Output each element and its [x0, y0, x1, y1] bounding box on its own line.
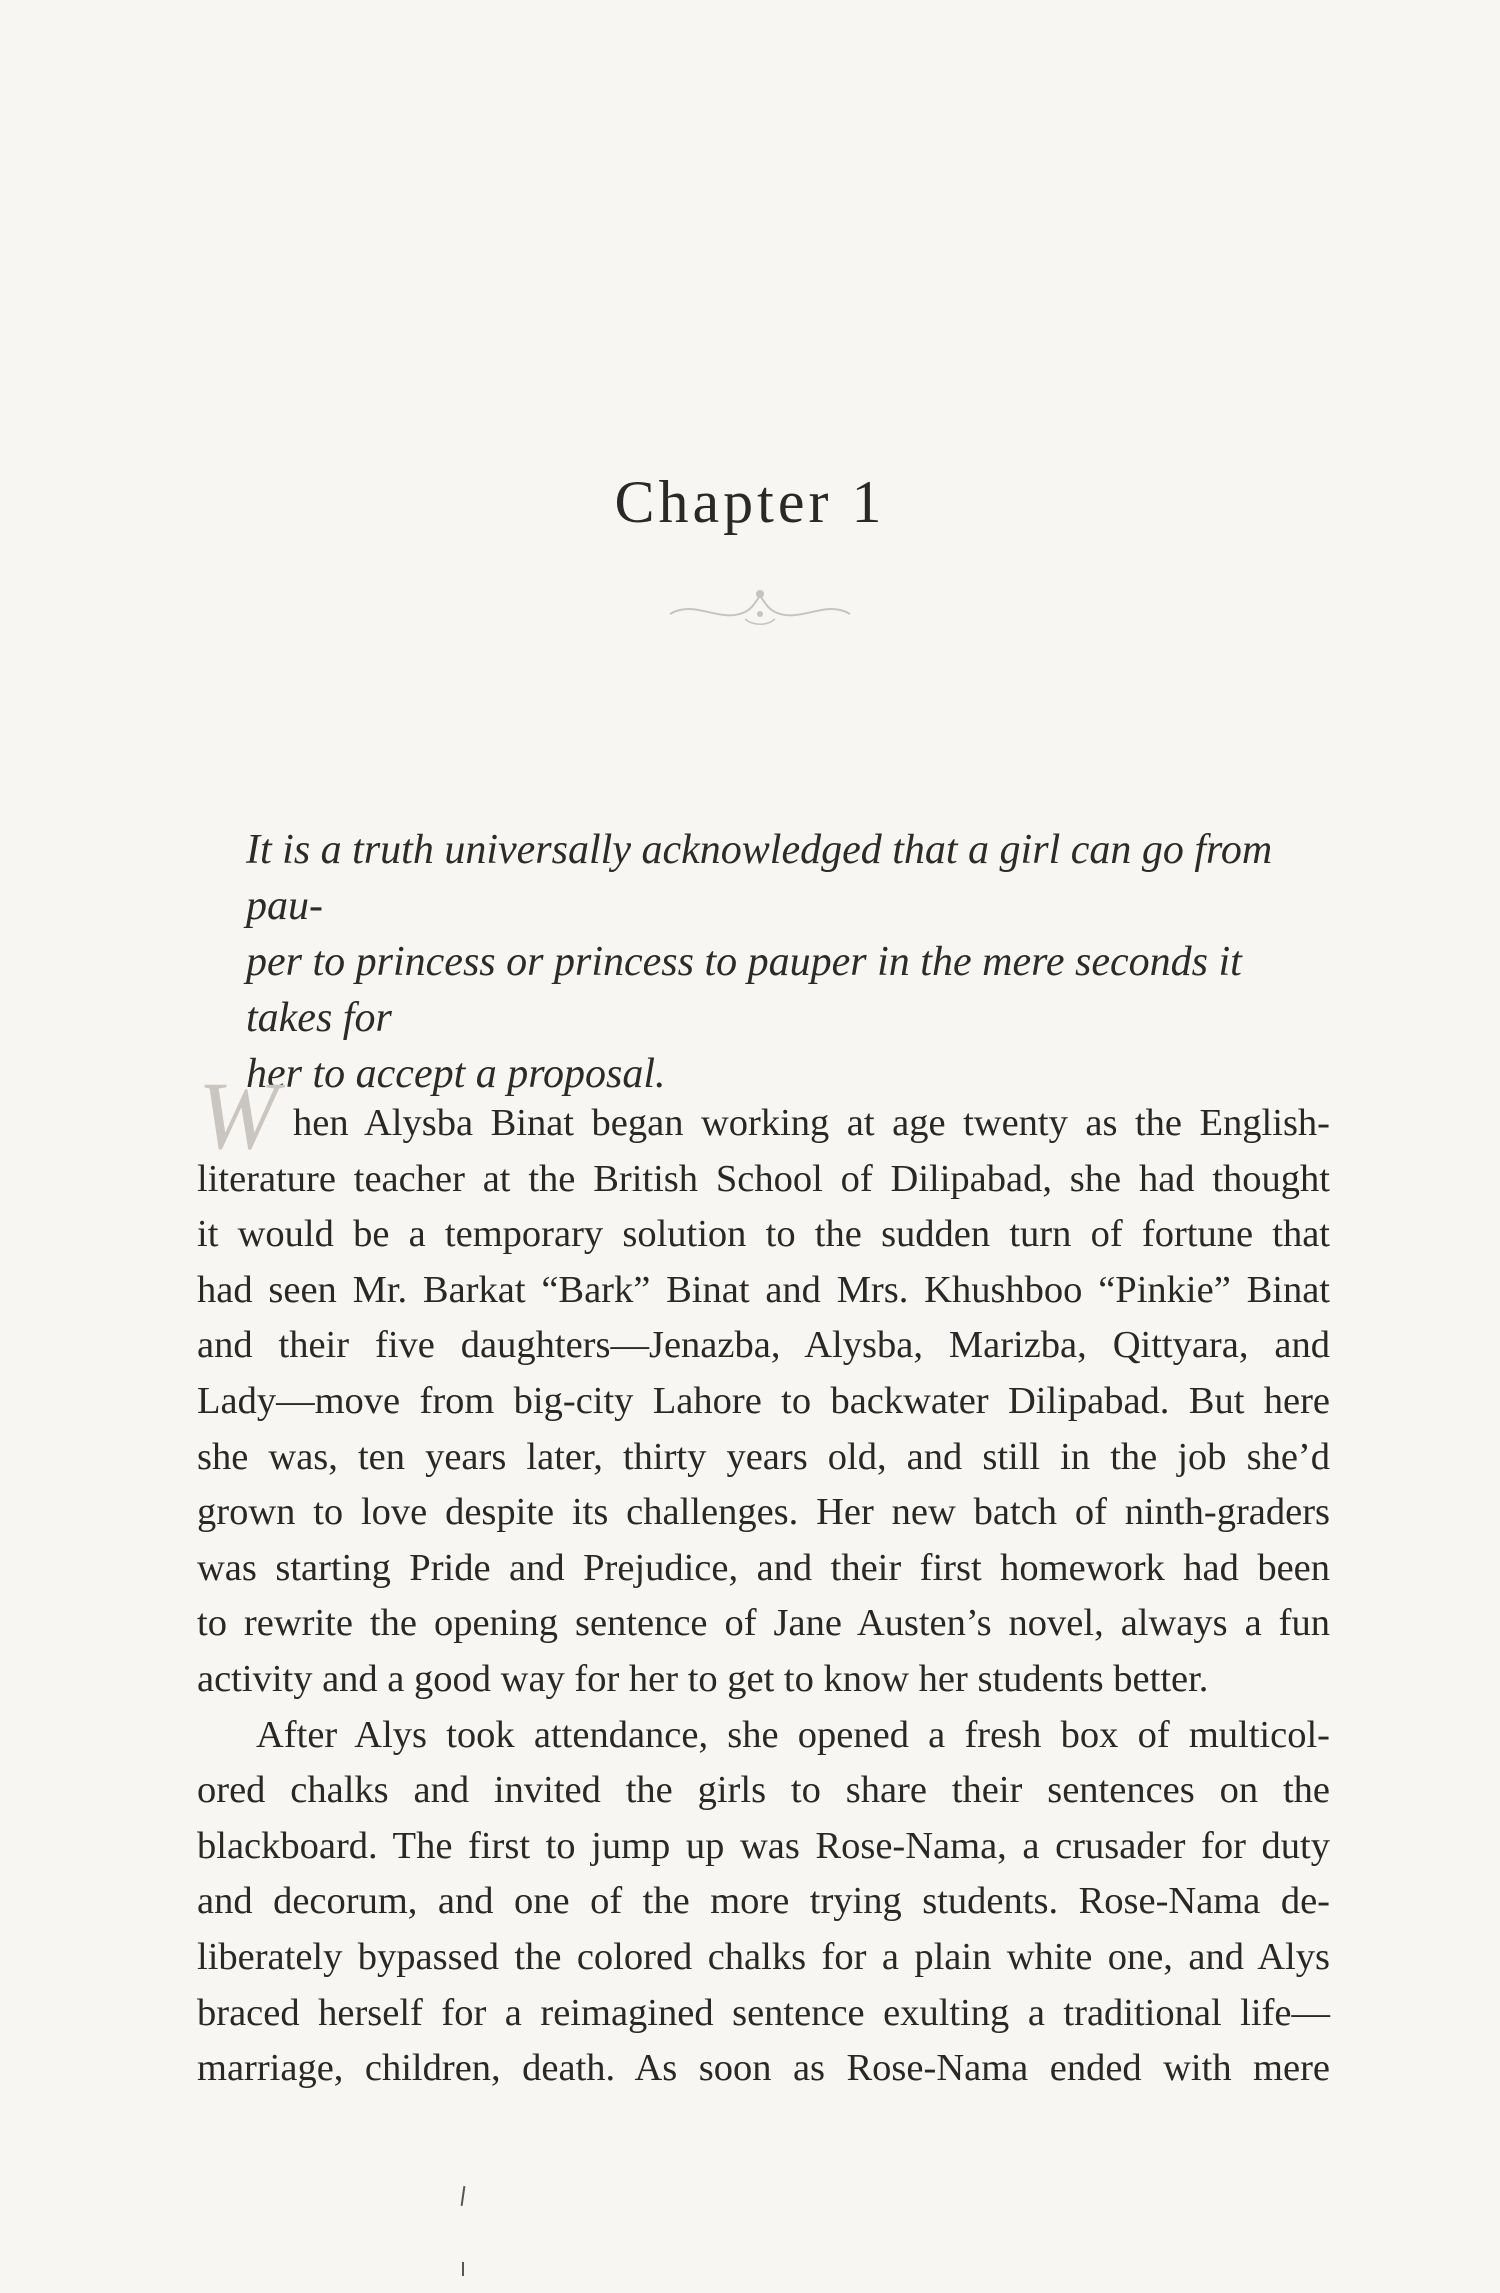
chapter-title: Chapter 1 — [614, 469, 886, 535]
body-line: she was, ten years later, thirty years old, and still in the job she’d — [197, 1435, 1330, 1478]
epigraph-line: per to princess or princess to pauper in the mere seconds it takes for — [246, 939, 1242, 1041]
body-line: hen Alysba Binat began working at age twenty as the English- — [293, 1102, 1330, 1144]
body-line: had seen Mr. Barkat “Bark” Binat and Mrs. Khushboo “Pinkie” Binat — [197, 1268, 1330, 1311]
chapter-body — [197, 1096, 1330, 2097]
epigraph — [246, 822, 1336, 1102]
body-line: grown to love despite its challenges. Her new batch of ninth-graders — [197, 1491, 1330, 1534]
body-line: blackboard. The first to jump up was Rose-Nama, a crusader for duty — [197, 1824, 1330, 1867]
epigraph-line: It is a truth universally acknowledged that a girl can go from pau- — [246, 827, 1273, 929]
body-line: After Alys took attendance, she opened a fresh box of multicol- — [256, 1713, 1330, 1756]
drop-cap: W — [198, 1062, 278, 1169]
body-line: to rewrite the opening sentence of Jane Austen’s novel, always a fun — [197, 1602, 1330, 1645]
epigraph-line: her to accept a proposal. — [246, 1051, 666, 1097]
body-line: literature teacher at the British School of Dilipabad, she had thought — [197, 1157, 1330, 1200]
body-line: Lady—move from big-city Lahore to backwater Dilipabad. But here — [197, 1379, 1330, 1422]
body-line: was starting Pride and Prejudice, and their first homework had been — [197, 1546, 1330, 1589]
body-line: marriage, children, death. As soon as Rose-Nama ended with mere — [197, 2047, 1330, 2090]
body-line: and their five daughters—Jenazba, Alysba, Marizba, Qittyara, and — [197, 1324, 1330, 1367]
paragraph — [197, 1708, 1330, 2097]
body-line: it would be a temporary solution to the sudden turn of fortune that — [197, 1213, 1330, 1256]
body-line: activity and a good way for her to get to know her students better. — [197, 1657, 1209, 1700]
body-line: ored chalks and invited the girls to share their sentences on the — [197, 1769, 1330, 1812]
paragraph — [197, 1096, 1330, 1708]
body-line: and decorum, and one of the more trying students. Rose-Nama de- — [197, 1880, 1330, 1923]
body-line: braced herself for a reimagined sentence exulting a traditional life— — [197, 1991, 1330, 2034]
body-line: liberately bypassed the colored chalks for a plain white one, and Alys — [197, 1935, 1330, 1978]
scan-mark — [462, 2262, 464, 2276]
flourish-ornament-icon — [665, 584, 855, 634]
scan-mark — [461, 2186, 466, 2206]
